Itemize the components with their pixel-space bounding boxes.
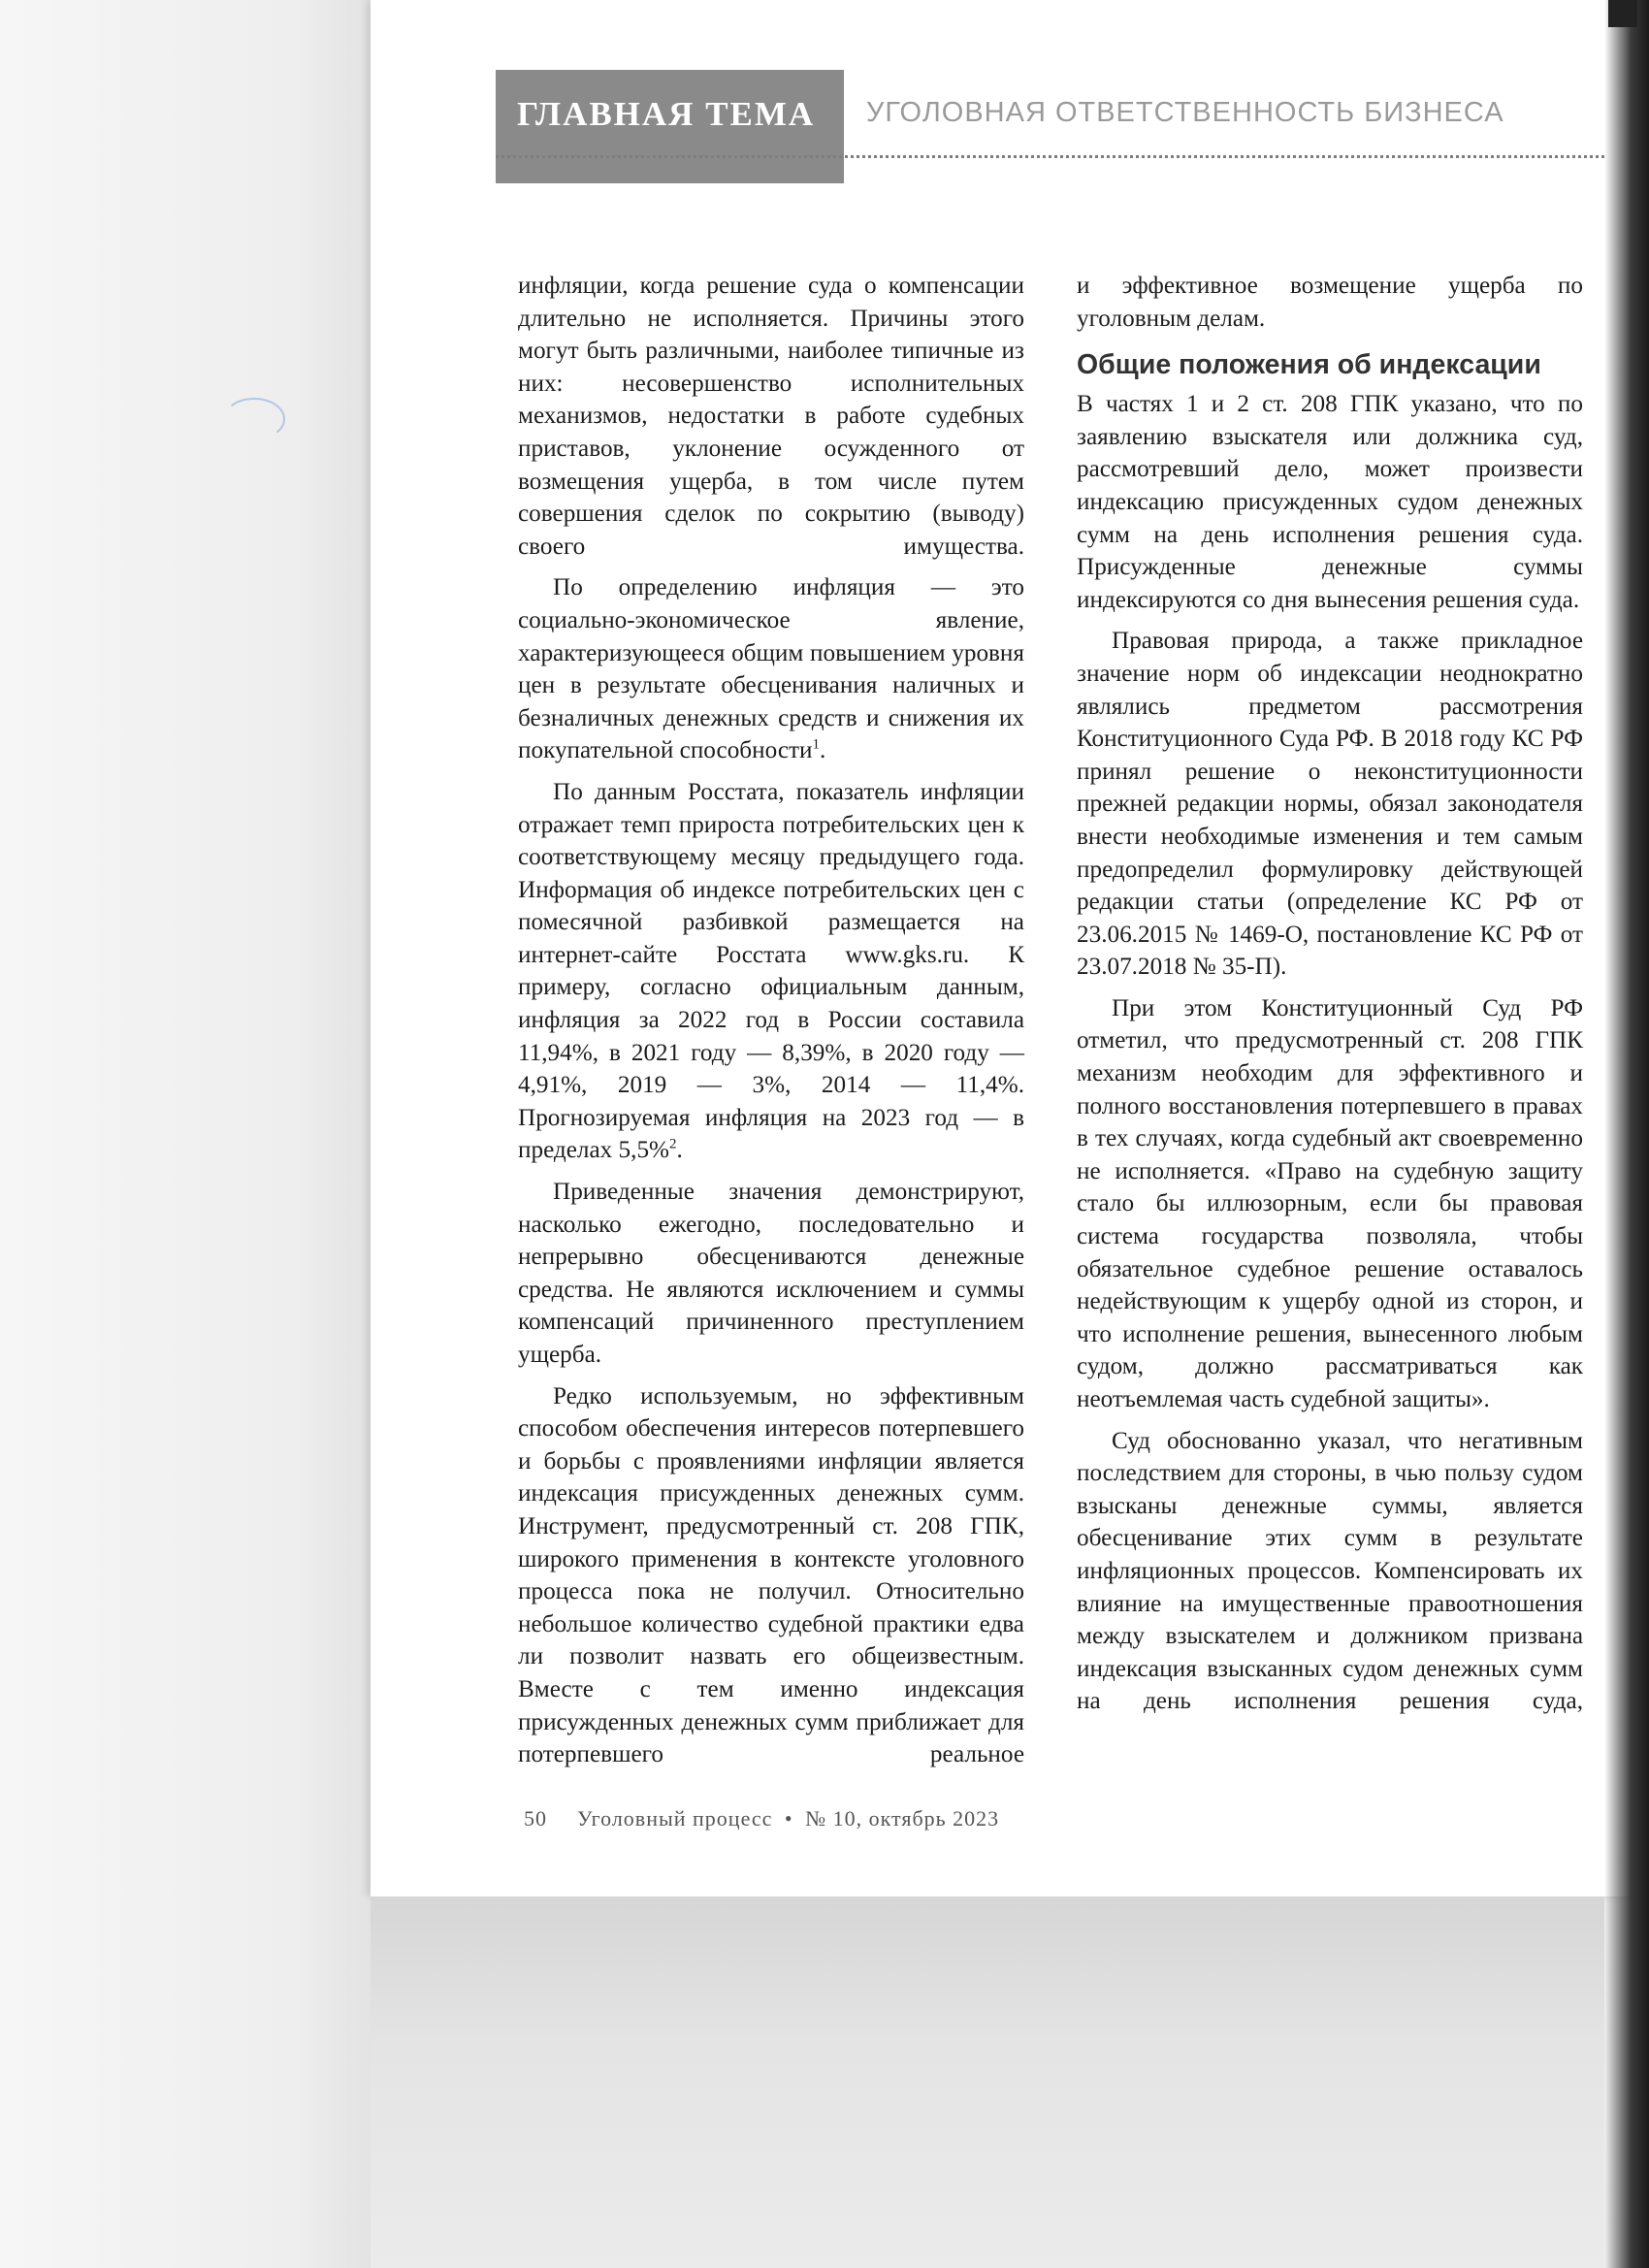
section-topic: УГОЛОВНАЯ ОТВЕТСТВЕННОСТЬ БИЗНЕСА bbox=[866, 97, 1504, 128]
journal-title: Уголовный процесс bbox=[577, 1806, 773, 1831]
paragraph: Редко используемым, но эффективным способом обеспечения интересов потерпевшего и борьбы с проявлениями инфляции является индексация присужденных денежных сумм. Инструмент, предусмотренный ст. 208 ГПК, широкого применения в контексте уголовного процесса пока не получил. Относительно небольшое количество судебной практики едва ли позволит назвать его общеизвестным. Вместе с тем именно индексация присужденных денежных сумм приближает для потерпевшего реальное bbox=[518, 1382, 1024, 1768]
paragraph: и эффективное возмещение ущерба по уголовным делам. bbox=[1077, 273, 1583, 332]
paragraph: По данным Росстата, показатель инфляции отражает темп прироста потребительских цен к соответствующему месяцу предыдущего года. Информация об индексе потребительских цен с помесячной разбивкой размещается на интернет-сайте Росстата www.gks.ru. К примеру, согласно официальным данным, инфляция за 2022 год в России составила 11,94%, в 2021 году — 8,39%, в 2020 году — 4,91%, 2019 — 3%, 2014 — 11,4%. Прогнозируемая инфляция на 2023 год — в пределах 5,5%$^2$. bbox=[518, 778, 1024, 1164]
section-title: ГЛАВНАЯ ТЕМА bbox=[517, 95, 816, 133]
paragraph-text: По данным Росстата, показатель инфляции отражает темп прироста потребительских цен к соответствующему месяцу предыдущего года. Информация об индексе потребительских цен с помесячной разбивкой размещается на интернет-сайте Росстата www.gks.ru. К примеру, согласно официальным данным, инфляция за 2022 год в России составила 11,94%, в 2021 году — 8,39%, в 2020 году — 4,91%, 2019 — 3%, 2014 — 11,4%. Прогнозируемая инфляция на 2023 год — в пределах 5,5% bbox=[518, 778, 1024, 1164]
issue-info: № 10, октябрь 2023 bbox=[805, 1806, 1000, 1831]
scan-left-margin bbox=[0, 0, 371, 2268]
footnote-ref: 2 bbox=[669, 1137, 677, 1153]
subsection-heading: Общие положения об индексации bbox=[1077, 349, 1541, 381]
left-column bbox=[518, 270, 1024, 1771]
right-column bbox=[1077, 270, 1583, 1718]
paragraph: При этом Конституционный Суд РФ отметил, что предусмотренный ст. 208 ГПК механизм необходим для эффективного и полного восстановления потерпевшего в правах в тех случаях, когда судебный акт своевременно не исполняется. «Право на судебную защиту стало бы иллюзорным, если бы правовая система государства позволяла, чтобы обязательное судебное решение оставалось недействующим к ущербу одной из сторон, и что исполнение решения, вынесенного любым судом, должно рассматриваться как неотъемлемая часть судебной защиты». bbox=[1077, 994, 1583, 1412]
paragraph: В частях 1 и 2 ст. 208 ГПК указано, что по заявлению взыскателя или должника суд, рассмотревший дело, может произвести индексацию присужденных судом денежных сумм на день исполнения решения суда. Присужденные денежные суммы индексируются со дня вынесения решения суда. bbox=[1077, 391, 1583, 613]
paragraph: По определению инфляция — это социально-экономическое явление, характеризующееся общим повышением уровня цен в результате обесценивания наличных и безналичных денежных средств и снижения их покупательной способности$^1$. bbox=[518, 574, 1024, 764]
scan-right-shadow bbox=[1604, 0, 1649, 2268]
scan-corner-mark bbox=[1608, 0, 1637, 27]
page-number: 50 bbox=[524, 1806, 547, 1831]
header-dotted-rule bbox=[496, 155, 1604, 158]
footnote-ref: 1 bbox=[812, 736, 820, 753]
paragraph-text: По определению инфляция — это социально-экономическое явление, характеризующееся общим повышением уровня цен в результате обесценивания наличных и безналичных денежных средств и снижения их покупательной способности bbox=[518, 574, 1024, 764]
page-footer bbox=[524, 1806, 999, 1831]
paragraph: Приведенные значения демонстрируют, насколько ежегодно, последовательно и непрерывно обесцениваются денежные средства. Не являются исключением и суммы компенсаций причиненного преступлением ущерба. bbox=[518, 1179, 1024, 1368]
paragraph: Суд обоснованно указал, что негативным последствием для стороны, в чью пользу судом взысканы денежные суммы, является обесценивание этих сумм в результате инфляционных процессов. Компенсировать их влияние на имущественные правоотношения между взыскателем и должником призвана индексация взысканных судом денежных сумм на день исполнения решения суда, bbox=[1077, 1427, 1583, 1715]
pen-mark-decoration bbox=[223, 398, 285, 440]
scan-bottom-area bbox=[371, 1896, 1604, 2268]
bullet-separator: • bbox=[784, 1806, 793, 1831]
paragraph: инфляции, когда решение суда о компенсации длительно не исполняется. Причины этого могут быть различными, наиболее типичные из них: несовершенство исполнительных механизмов, недостатки в работе судебных приставов, уклонение осужденного от возмещения ущерба, в том числе путем совершения сделок по сокрытию (выводу) своего имущества. bbox=[518, 273, 1024, 560]
paragraph: Правовая природа, а также прикладное значение норм об индексации неоднократно являлись предметом рассмотрения Конституционного Суда РФ. В 2018 году КС РФ принял решение о неконституционности прежней редакции нормы, обязал законодателя внести необходимые изменения и тем самым предопределил формулировку действующей редакции статьи (определение КС РФ от 23.06.2015 № 1469-О, постановление КС РФ от 23.07.2018 № 35-П). bbox=[1077, 628, 1583, 981]
